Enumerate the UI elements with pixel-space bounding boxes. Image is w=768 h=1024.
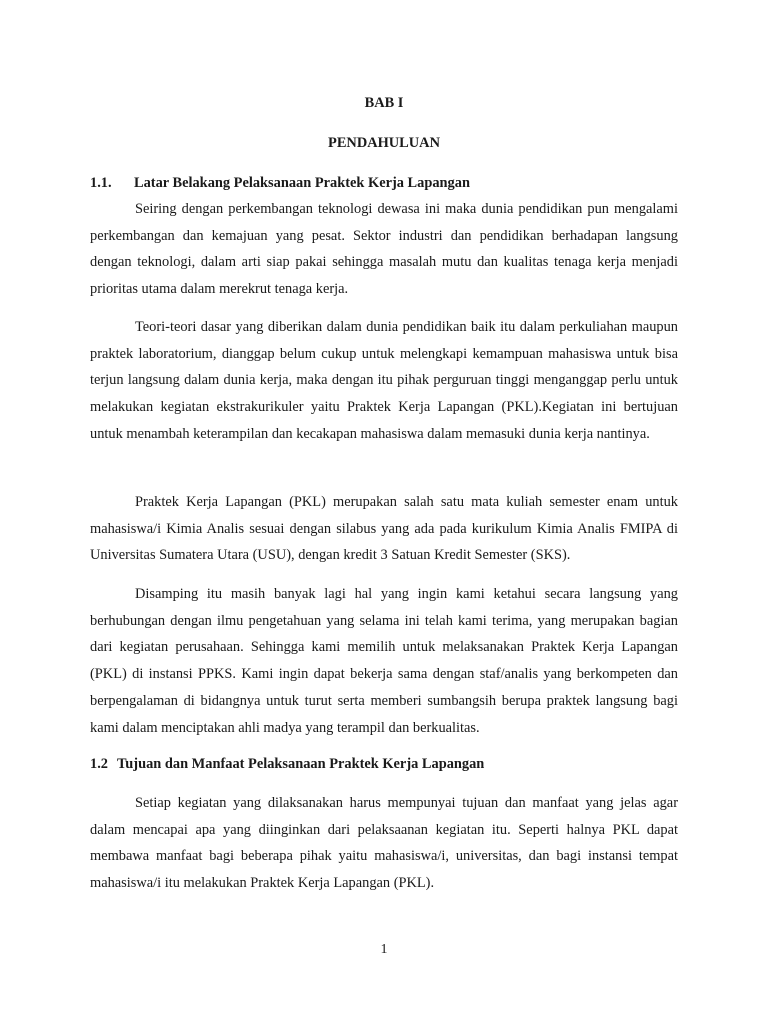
paragraph: Disamping itu masih banyak lagi hal yang ingin kami ketahui secara langsung yang berhubungan dengan ilmu pengetahuan yang selama ini telah kami terima, yang merupakan bagian dari kegiatan perusahaan. Sehingga kami memilih untuk melaksanakan Praktek Kerja Lapangan (PKL) di instansi PPKS. Kami ingin dapat bekerja sama dengan staf/analis yang berkompeten dan berpengalaman di bidangnya untuk turut serta memberi sumbangsih berupa praktek langsung bagi kami dalam menciptakan ahli madya yang terampil dan berkualitas. [90, 586, 678, 736]
section-heading-1-2 [90, 755, 484, 773]
section-title: Tujuan dan Manfaat Pelaksanaan Praktek Kerja Lapangan [117, 756, 485, 772]
paragraph: Teori-teori dasar yang diberikan dalam dunia pendidikan baik itu dalam perkuliahan maupun praktek laboratorium, dianggap belum cukup untuk melengkapi kemampuan mahasiswa untuk bisa terjun langsung dalam dunia kerja, maka dengan itu pihak perguruan tinggi menganggap perlu untuk melakukan kegiatan ekstrakurikuler yaitu Praktek Kerja Lapangan (PKL).Kegiatan ini bertujuan untuk menambah keterampilan dan kecakapan mahasiswa dalam memasuki dunia kerja nantinya. [90, 319, 678, 442]
paragraph: Setiap kegiatan yang dilaksanakan harus mempunyai tujuan dan manfaat yang jelas agar dalam mencapai apa yang diinginkan dari pelaksaanan kegiatan itu. Seperti halnya PKL dapat membawa manfaat bagi beberapa pihak yaitu mahasiswa/i, universitas, dan bagi instansi tempat mahasiswa/i itu melakukan Praktek Kerja Lapangan (PKL). [90, 795, 678, 892]
chapter-title: PENDAHULUAN [328, 135, 440, 151]
section-heading-1-1 [90, 174, 470, 192]
paragraph: Praktek Kerja Lapangan (PKL) merupakan salah satu mata kuliah semester enam untuk mahasiswa/i Kimia Analis sesuai dengan silabus yang ada pada kurikulum Kimia Analis FMIPA di Universitas Sumatera Utara (USU), dengan kredit 3 Satuan Kredit Semester (SKS). [90, 494, 678, 564]
section-title: Latar Belakang Pelaksanaan Praktek Kerja Lapangan [134, 175, 470, 191]
page-number: 1 [380, 942, 388, 957]
section-number: 1.1. [90, 175, 112, 191]
section-number: 1.2 [90, 756, 108, 772]
chapter-label: BAB I [364, 95, 404, 111]
paragraph: Seiring dengan perkembangan teknologi dewasa ini maka dunia pendidikan pun mengalami perkembangan dan kemajuan yang pesat. Sektor industri dan pendidikan berhadapan langsung dengan teknologi, dalam arti siap pakai sehingga masalah mutu dan kualitas tenaga kerja menjadi prioritas utama dalam merekrut tenaga kerja. [90, 201, 678, 298]
